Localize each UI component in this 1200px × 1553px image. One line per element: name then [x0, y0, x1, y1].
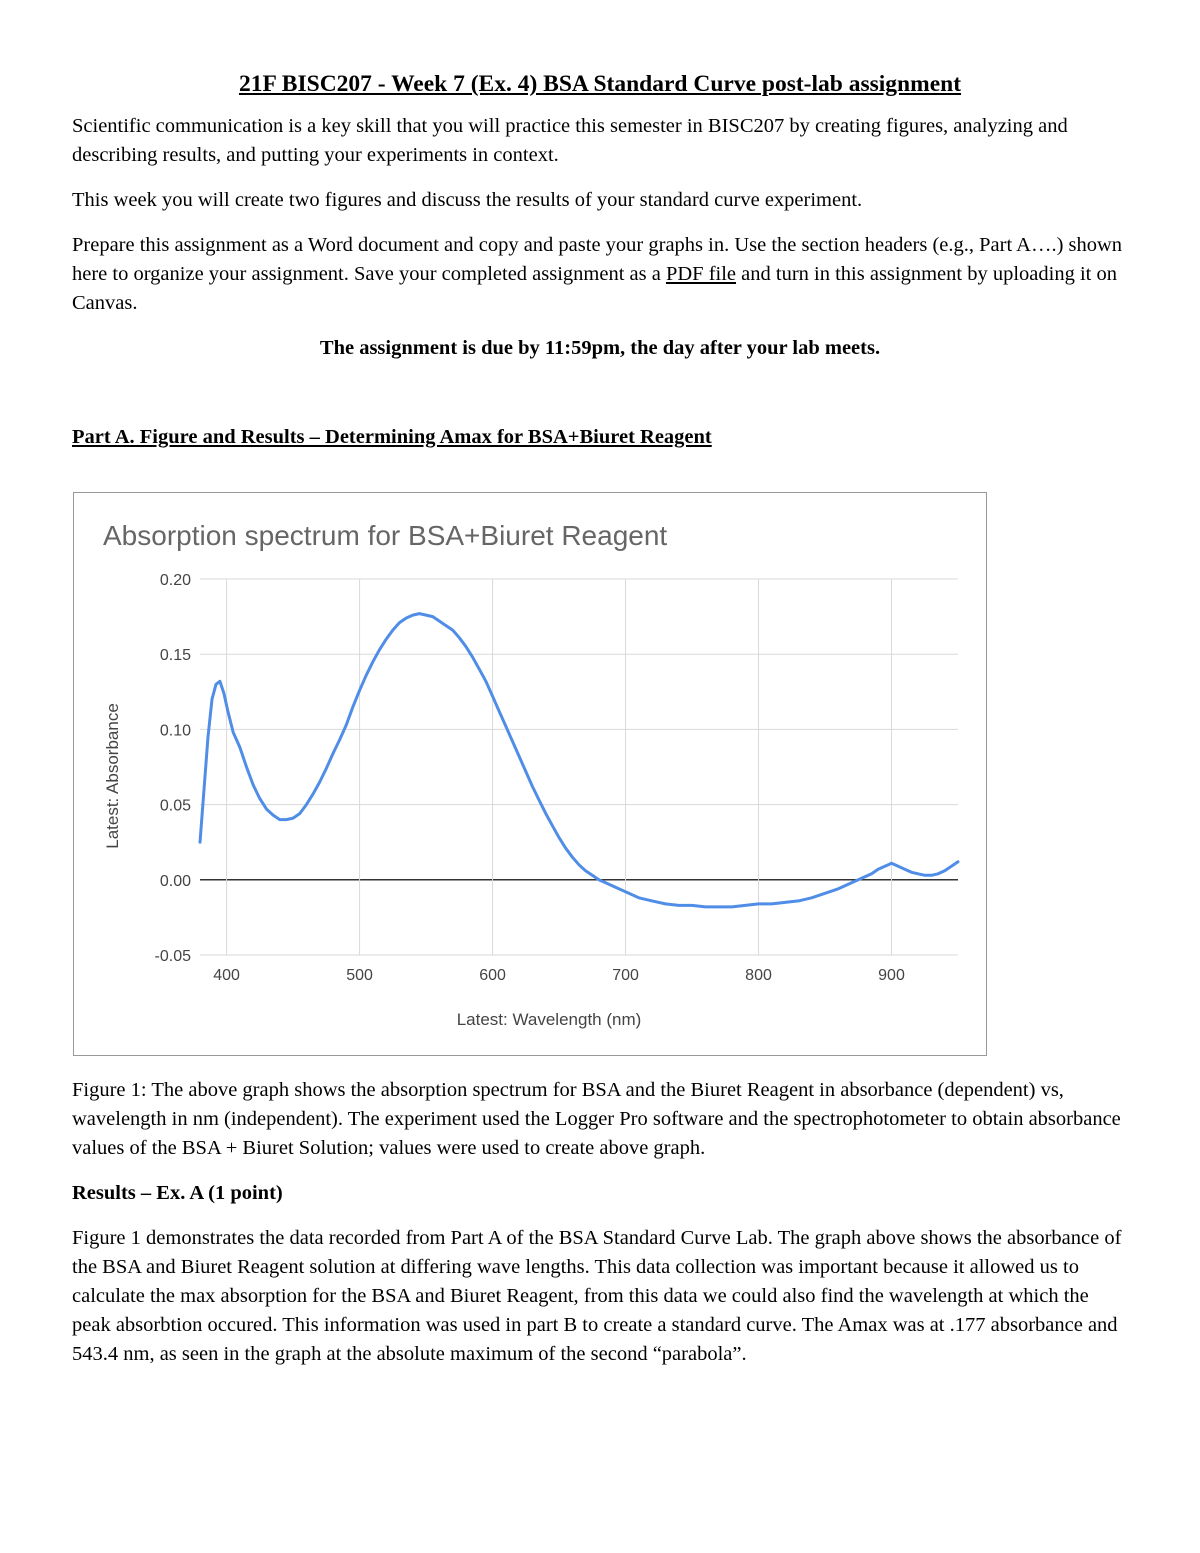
x-tick-label: 800	[745, 967, 772, 985]
pdf-file-text: PDF file	[665, 263, 737, 286]
absorbance-series-line	[200, 614, 958, 907]
x-tick-label: 700	[612, 967, 639, 985]
x-axis-label: Latest: Wavelength (nm)	[456, 1010, 642, 1030]
y-tick-label: 0.00	[159, 872, 191, 890]
y-axis-label: Latest: Absorbance	[103, 703, 122, 849]
results-paragraph: Figure 1 demonstrates the data recorded from Part A of the BSA Standard Curve Lab. The graph above shows the absorbance of the BSA and Biuret Reagent solution at differing wave lengths. This data collection was important because it allowed us to calculate the max absorption for the BSA and Biuret Reagent, from this data we could also find the wavelength at which the peak absorbtion occured. This information was used in part B to create a standard curve. The Amax was at .177 absorbance and 543.4 nm, as seen in the graph at the absolute maximum of the second “parabola”.	[72, 1227, 1122, 1366]
x-tick-label: 400	[213, 967, 240, 985]
x-tick-label: 500	[346, 967, 373, 985]
absorption-chart-svg	[74, 493, 986, 1055]
y-tick-label: -0.05	[154, 948, 191, 966]
intro-paragraph-3	[72, 231, 1128, 318]
y-tick-label: 0.05	[159, 797, 191, 815]
intro-text-b: and turn in this assignment by uploading it on Canvas.	[72, 263, 1117, 315]
absorption-chart	[73, 492, 987, 1056]
chart-title: Absorption spectrum for BSA+Biuret Reagent	[103, 520, 668, 552]
results-heading: Results – Ex. A (1 point)	[72, 1182, 283, 1205]
document-title: 21F BISC207 - Week 7 (Ex. 4) BSA Standard Curve post-lab assignment	[238, 71, 962, 97]
intro-paragraph-2: This week you will create two figures and discuss the results of your standard curve experiment.	[72, 189, 863, 212]
intro-paragraph-1: Scientific communication is a key skill that you will practice this semester in BISC207 by creating figures, analyzing and describing results, and putting your experiments in context.	[72, 115, 1068, 167]
chart-grid	[200, 579, 958, 955]
y-tick-label: 0.10	[159, 722, 191, 740]
y-tick-label: 0.20	[159, 572, 191, 590]
due-date-notice: The assignment is due by 11:59pm, the day after your lab meets.	[319, 337, 881, 360]
intro-text-a: Prepare this assignment as a Word document and copy and paste your graphs in. Use the section headers (e.g., Part A….) shown here to organize your assignment. Save your completed assignment as a	[72, 234, 1123, 286]
x-tick-label: 600	[479, 967, 506, 985]
y-tick-label: 0.15	[159, 647, 191, 665]
figure-caption: Figure 1: The above graph shows the absorption spectrum for BSA and the Biuret Reagent in absorbance (dependent) vs, wavelength in nm (independent). The experiment used the Logger Pro software and the spectrophotometer to obtain absorbance values of the BSA + Biuret Solution; values were used to create above graph.	[72, 1079, 1121, 1160]
part-a-heading: Part A. Figure and Results – Determining Amax for BSA+Biuret Reagent	[72, 426, 712, 449]
x-tick-label: 900	[878, 967, 905, 985]
document-page	[72, 70, 1128, 1385]
